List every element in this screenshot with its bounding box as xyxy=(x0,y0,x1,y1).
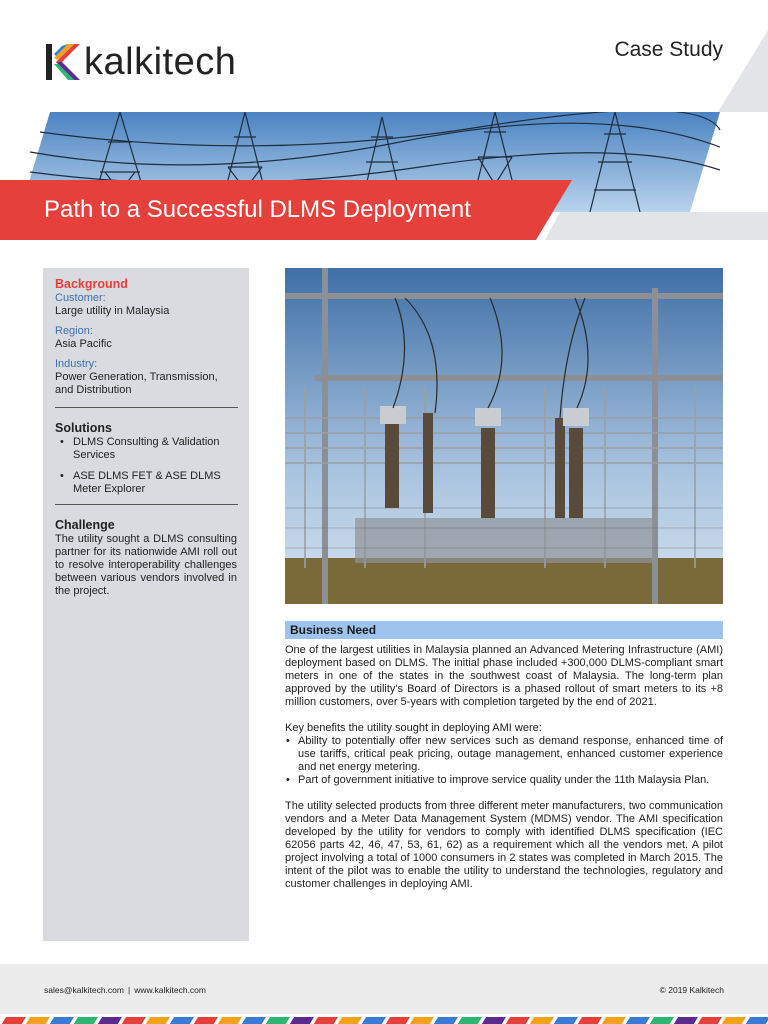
stripe-segment xyxy=(0,1017,26,1024)
stripe-segment xyxy=(264,1017,290,1024)
sidebar xyxy=(43,268,249,941)
background-heading: Background xyxy=(55,277,128,291)
kalkitech-logo-icon xyxy=(44,42,80,82)
solution-item: • ASE DLMS FET & ASE DLMS Meter Explorer xyxy=(55,470,237,496)
benefit-item: • Part of government initiative to improve service quality under the 11th Malaysia Plan. xyxy=(285,774,723,787)
divider xyxy=(55,504,238,505)
stripe-segment xyxy=(24,1017,50,1024)
stripe-pattern xyxy=(0,1017,768,1024)
footer-separator: | xyxy=(127,985,131,995)
substation-image xyxy=(285,268,723,604)
company-logo xyxy=(44,40,236,84)
stripe-segment xyxy=(480,1017,506,1024)
logo-text: kalkitech xyxy=(84,41,237,83)
corner-decoration xyxy=(698,0,768,112)
stripe-segment xyxy=(144,1017,170,1024)
stripe-segment xyxy=(552,1017,578,1024)
stripe-segment xyxy=(336,1017,362,1024)
solution-item: • DLMS Consulting & Validation Services xyxy=(55,436,237,462)
stripe-segment xyxy=(240,1017,266,1024)
substation-photo xyxy=(285,268,723,604)
industry-label: Industry: xyxy=(55,358,98,370)
stripe-segment xyxy=(696,1017,722,1024)
stripe-segment xyxy=(504,1017,530,1024)
paragraph: One of the largest utilities in Malaysia planned an Advanced Metering Infrastructure (AMI) deployment based on DLMS. The initial phase included +300,000 DLMS-compliant smart meters in one of the states in the southwest coast of Malaysia. The long-term plan approved by the utility's Board of Directors is a phased rollout of smart meters to its +8 million customers, over 5-years with completion targeted by the end of 2021. xyxy=(285,644,723,708)
solutions-heading: Solutions xyxy=(55,421,112,435)
color-stripe xyxy=(0,1014,768,1024)
stripe-segment xyxy=(192,1017,218,1024)
stripe-segment xyxy=(576,1017,602,1024)
stripe-segment xyxy=(744,1017,768,1024)
solutions-list xyxy=(55,436,237,496)
business-need-heading: Business Need xyxy=(290,623,377,637)
paragraph: The utility selected products from three different meter manufacturers, two communication vendors and a Meter Data Management System (MDMS) vendor. The AMI specification developed by the utility for vendors to comply with identified DLMS specification (IEC 62056 parts 42, 46, 47, 53, 61, 62) as a requirement which all the vendors met. A pilot project involving a total of 1000 consumers in 2 states was completed in March 2015. The intent of the pilot was to enable the utility to understand the technologies, regulatory and customer challenges in deploying AMI. xyxy=(285,800,723,890)
stripe-segment xyxy=(168,1017,194,1024)
stripe-segment xyxy=(96,1017,122,1024)
stripe-segment xyxy=(672,1017,698,1024)
stripe-segment xyxy=(48,1017,74,1024)
challenge-heading: Challenge xyxy=(55,518,115,532)
footer xyxy=(0,964,768,1014)
benefits-list xyxy=(285,735,723,787)
email-link[interactable]: sales@kalkitech.com xyxy=(44,985,124,995)
customer-value: Large utility in Malaysia xyxy=(55,305,170,317)
stripe-segment xyxy=(648,1017,674,1024)
stripe-segment xyxy=(312,1017,338,1024)
stripe-segment xyxy=(720,1017,746,1024)
stripe-segment xyxy=(288,1017,314,1024)
stripe-segment xyxy=(432,1017,458,1024)
footer-contact xyxy=(44,985,206,995)
business-need-bar xyxy=(285,621,723,639)
region-label: Region: xyxy=(55,325,93,337)
website-link[interactable]: www.kalkitech.com xyxy=(134,985,206,995)
stripe-segment xyxy=(624,1017,650,1024)
stripe-segment xyxy=(216,1017,242,1024)
business-need-body xyxy=(285,644,723,904)
stripe-segment xyxy=(456,1017,482,1024)
region-value: Asia Pacific xyxy=(55,338,112,350)
stripe-segment xyxy=(120,1017,146,1024)
stripe-segment xyxy=(384,1017,410,1024)
divider xyxy=(55,407,238,408)
challenge-text: The utility sought a DLMS consulting partner for its nationwide AMI roll out to resolve interoperability challenges between various vendors involved in the project. xyxy=(55,533,237,597)
industry-value: Power Generation, Transmission, and Distribution xyxy=(55,371,218,396)
stripe-segment xyxy=(408,1017,434,1024)
benefit-item: • Ability to potentially offer new services such as demand response, enhanced time of use tariffs, critical peak pricing, outage management, enhanced customer experience and net energy metering. xyxy=(285,735,723,774)
stripe-segment xyxy=(72,1017,98,1024)
benefits-intro: Key benefits the utility sought in deploying AMI were: xyxy=(285,722,542,734)
customer-label: Customer: xyxy=(55,292,106,304)
document-type: Case Study xyxy=(614,38,723,61)
page-title: Path to a Successful DLMS Deployment xyxy=(44,196,471,223)
stripe-segment xyxy=(360,1017,386,1024)
copyright: © 2019 Kalkitech xyxy=(659,985,724,995)
stripe-segment xyxy=(600,1017,626,1024)
stripe-segment xyxy=(528,1017,554,1024)
